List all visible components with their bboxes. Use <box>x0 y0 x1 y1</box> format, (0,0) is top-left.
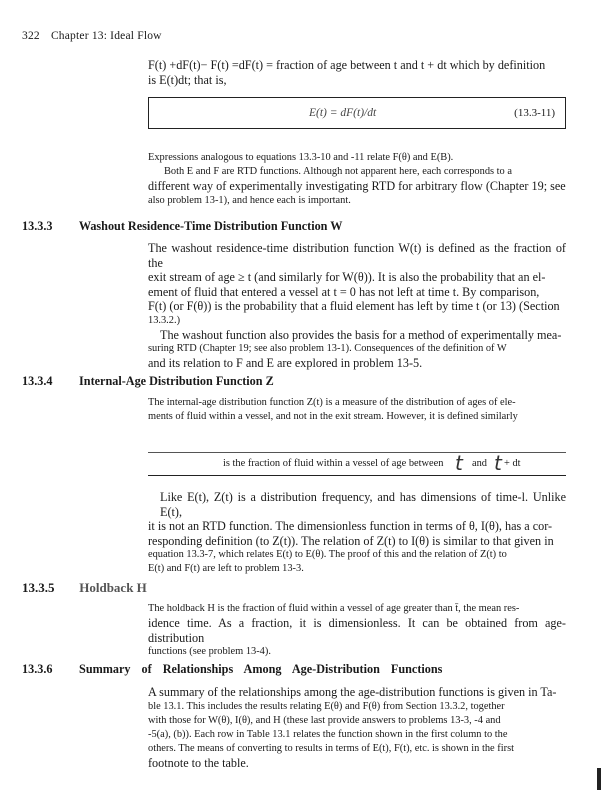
washout-line-4: F(t) (or F(θ)) is the probability that a fluid element has left by time t (or 13) (Section <box>148 299 560 313</box>
equation-text: E(t) = dF(t)/dt <box>309 107 377 119</box>
washout-line-6: The washout function also provides the basis for a method of experimentally mea- <box>160 327 562 342</box>
chapter-title: Chapter 13: Ideal Flow <box>50 30 162 42</box>
washout-line-5: 13.3.2.) <box>148 314 181 326</box>
summary-line-1: A summary of the relationships among the age-distribution functions is given in Ta- <box>148 685 557 699</box>
summary-line-5: others. The means of converting to results in terms of E(t), F(t), etc. is shown in the first <box>148 742 515 754</box>
intro-line-2: is E(t)dt; that is, <box>148 72 227 87</box>
summary-paragraph <box>148 685 566 770</box>
section-heading-13-3-5 <box>22 580 147 596</box>
summary-line-3: with those for W(θ), I(θ), and H (these last provide answers to problems 13-3, -4 and <box>148 714 501 726</box>
margin-mark <box>597 768 601 790</box>
holdback-line-1: The holdback H is the fraction of fluid within a vessel of age greater than t̄, the mean res- <box>148 603 520 614</box>
box-rule-bottom <box>148 475 566 476</box>
rtd-line-4: also problem 13-1), and hence each is important. <box>148 194 351 206</box>
washout-line-3: ement of fluid that entered a vessel at t = 0 has not left at time t. By comparison, <box>148 284 540 299</box>
rtd-line-1: Expressions analogous to equations 13.3-10 and -11 relate F(θ) and E(B). <box>148 152 454 163</box>
internal-line-4: it is not an RTD function. The dimensionless function in terms of θ, I(θ), has a cor- <box>148 519 553 533</box>
holdback-paragraph <box>148 602 566 659</box>
equation-box <box>148 97 566 129</box>
section-number: 13.3.5 <box>22 580 55 595</box>
box-rule-top <box>148 452 566 453</box>
definition-text: is the fraction of fluid within a vessel of age between <box>223 458 444 469</box>
washout-line-2: exit stream of age ≥ t (and similarly for W(θ)). It is also the probability that an el- <box>148 270 546 284</box>
internal-age-paragraph <box>148 396 566 424</box>
holdback-line-2: idence time. As a fraction, it is dimensionless. It can be obtained from age-distribution <box>148 616 566 645</box>
summary-line-2: ble 13.1. This includes the results relating E(θ) and F(θ) from Section 13.3.2, together <box>148 700 505 712</box>
washout-line-7: suring RTD (Chapter 19; see also problem 13-1). Consequences of the definition of W <box>148 343 507 354</box>
definition-t: t <box>455 451 463 475</box>
section-title: Holdback H <box>79 580 147 595</box>
section-heading-13-3-6 <box>22 662 442 677</box>
section-number: 13.3.6 <box>22 662 53 676</box>
rtd-line-2: Both E and F are RTD functions. Although not apparent here, each corresponds to a <box>164 166 512 177</box>
definition-and: and <box>472 458 488 469</box>
running-head <box>22 30 162 42</box>
section-number: 13.3.3 <box>22 219 53 233</box>
equation-number: (13.3-11) <box>514 107 555 119</box>
intro-paragraph <box>148 58 566 87</box>
internal-line-3: Like E(t), Z(t) is a distribution frequency, and has dimensions of time-l. Unlike E(t), <box>160 490 566 519</box>
washout-line-1: The washout residence-time distribution function W(t) is defined as the fraction of the <box>148 241 566 270</box>
section-number: 13.3.4 <box>22 374 53 388</box>
summary-line-4: -5(a), (b)). Each row in Table 13.1 relates the function shown in the first column to the <box>148 728 508 740</box>
section-title: Internal-Age Distribution Function Z <box>79 374 274 388</box>
internal-age-paragraph-2 <box>148 490 566 576</box>
holdback-line-3: functions (see problem 13-4). <box>148 646 271 657</box>
page-number: 322 <box>22 30 40 42</box>
definition-t2: t <box>494 451 502 475</box>
internal-line-5: responding definition (to Z(t)). The relation of Z(t) to I(θ) is similar to that given in <box>148 533 554 548</box>
rtd-line-3: different way of experimentally investigating RTD for arbitrary flow (Chapter 19; see <box>148 179 566 193</box>
internal-line-6: equation 13.3-7, which relates E(t) to E(θ). The proof of this and the relation of Z(t) to <box>148 549 507 560</box>
internal-line-7: E(t) and F(t) are left to problem 13-3. <box>148 563 304 574</box>
intro-line-1: F(t) +dF(t)− F(t) =dF(t) = fraction of age between t and t + dt which by definition <box>148 58 546 72</box>
section-heading-13-3-4 <box>22 374 274 389</box>
washout-paragraph <box>148 241 566 371</box>
summary-line-6: footnote to the table. <box>148 755 249 770</box>
internal-line-2: ments of fluid within a vessel, and not in the exit stream. However, it is defined similarly <box>148 411 518 422</box>
rtd-paragraph <box>148 151 566 208</box>
internal-line-1: The internal-age distribution function Z(t) is a measure of the distribution of ages of ele- <box>148 397 516 408</box>
definition-dt: + dt <box>504 458 521 469</box>
washout-line-8: and its relation to F and E are explored in problem 13-5. <box>148 356 423 370</box>
section-heading-13-3-3 <box>22 219 342 234</box>
section-title: Summary of Relationships Among Age-Distribution Functions <box>79 662 443 676</box>
section-title: Washout Residence-Time Distribution Function W <box>78 219 343 233</box>
